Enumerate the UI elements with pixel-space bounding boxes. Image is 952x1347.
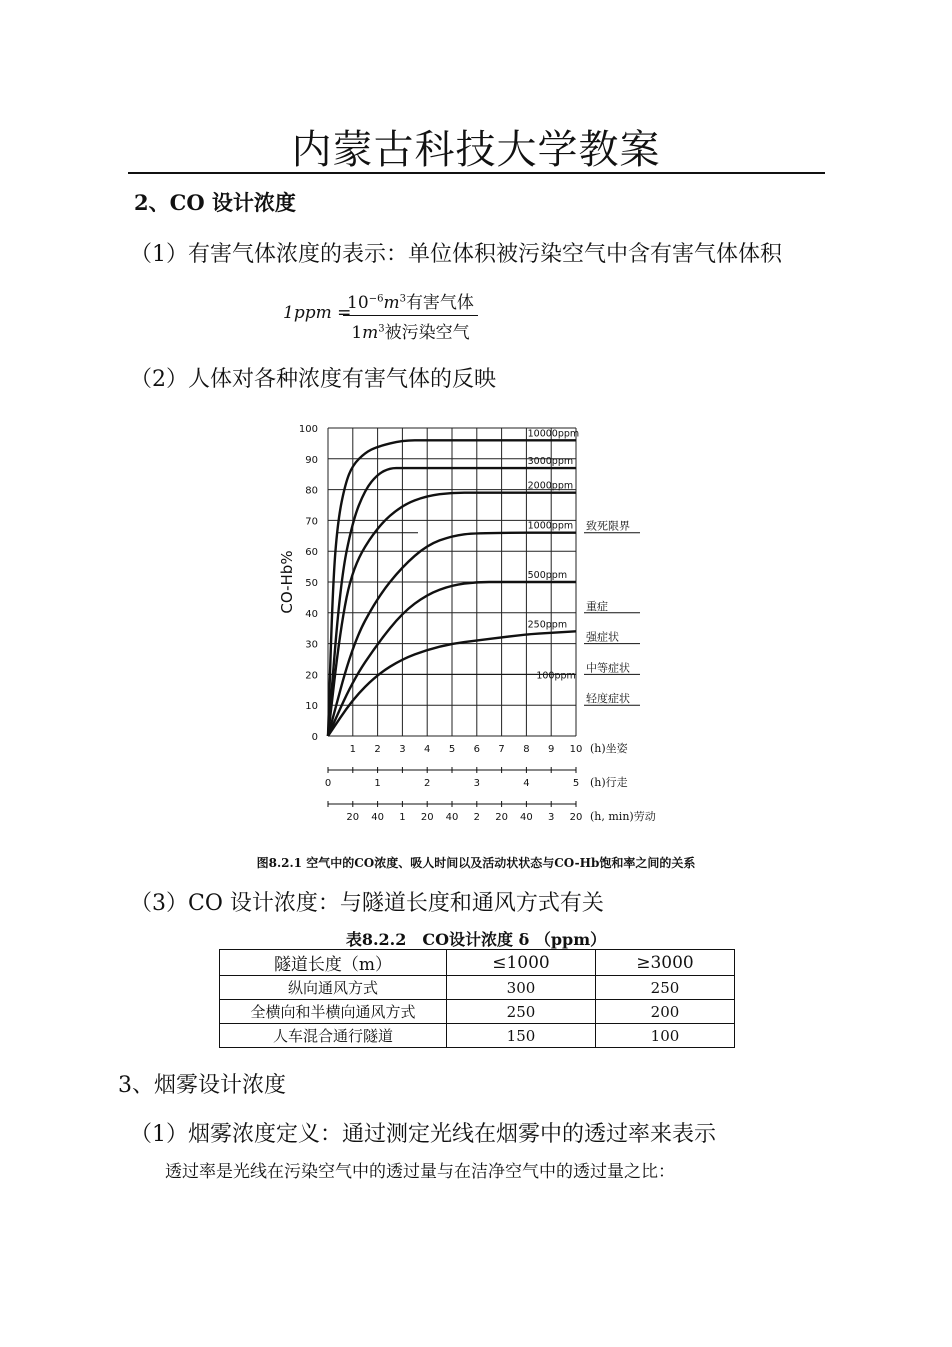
section-2-item-3: （3）CO 设计浓度：与隧道长度和通风方式有关 bbox=[130, 891, 604, 916]
x-tick-label: 5 bbox=[448, 744, 456, 755]
co-hb-chart-svg bbox=[270, 418, 690, 828]
series-label: 100ppm bbox=[536, 670, 576, 682]
table-cell: 200 bbox=[596, 1000, 735, 1024]
y-tick-label: 30 bbox=[305, 639, 318, 651]
table-row bbox=[220, 1024, 735, 1048]
table-cell: 100 bbox=[596, 1024, 735, 1048]
x-axis-label: (h)坐姿 bbox=[590, 742, 628, 755]
table-cell: 300 bbox=[447, 976, 596, 1000]
x-tick-label: 20 bbox=[346, 812, 360, 823]
annotation-label: 强症状 bbox=[586, 630, 619, 644]
formula-numerator: $10^{-6}m^3$有害气体 bbox=[347, 293, 474, 313]
table-cell: 150 bbox=[447, 1024, 596, 1048]
series-label: 1000ppm bbox=[527, 520, 574, 532]
y-tick-label: 20 bbox=[305, 670, 318, 682]
x-tick-label: 10 bbox=[569, 744, 583, 755]
table-title: 表8.2.2 CO设计浓度 δ （ppm） bbox=[345, 930, 607, 949]
x-tick-label: 1 bbox=[399, 812, 406, 823]
annotation-label: 致死限界 bbox=[586, 519, 630, 533]
table-row bbox=[220, 1000, 735, 1024]
figure-caption: 图8.2.1 空气中的CO浓度、吸人时间以及活动状状态与CO-Hb饱和率之间的关系 bbox=[256, 856, 696, 870]
page-title: 内蒙古科技大学教案 bbox=[291, 127, 661, 173]
x-tick-label: 20 bbox=[420, 812, 434, 823]
y-tick-label: 10 bbox=[305, 701, 318, 713]
series-label: 10000ppm bbox=[527, 428, 580, 440]
section-3-heading: 3、烟雾设计浓度 bbox=[118, 1073, 286, 1098]
y-tick-label: 70 bbox=[305, 516, 318, 528]
annotation-label: 中等症状 bbox=[586, 661, 630, 675]
section-3-item-1: （1）烟雾浓度定义：通过测定光线在烟雾中的透过率来表示 bbox=[130, 1122, 716, 1147]
series-label: 250ppm bbox=[527, 619, 568, 631]
x-tick-label: 9 bbox=[548, 744, 555, 755]
annotation-label: 重症 bbox=[586, 599, 608, 613]
series-label: 3000ppm bbox=[527, 456, 574, 468]
table-cell: 人车混合通行隧道 bbox=[220, 1024, 447, 1048]
header-cell: 隧道长度（m） bbox=[220, 950, 447, 976]
x-tick-label: 1 bbox=[374, 778, 381, 789]
series-label: 500ppm bbox=[527, 570, 568, 581]
co-design-table bbox=[219, 949, 735, 1048]
table-header-row bbox=[220, 950, 735, 976]
y-tick-label: 40 bbox=[305, 608, 318, 620]
fraction-bar bbox=[343, 315, 478, 316]
x-tick-label: 3 bbox=[548, 812, 555, 823]
x-tick-label: 8 bbox=[523, 744, 530, 755]
x-tick-label: 2 bbox=[424, 778, 431, 789]
x-tick-label: 4 bbox=[523, 778, 530, 789]
y-tick-label: 50 bbox=[305, 578, 318, 589]
x-tick-label: 20 bbox=[495, 812, 508, 823]
formula-denominator: $1m^3$被污染空气 bbox=[351, 323, 470, 343]
x-tick-label: 3 bbox=[473, 778, 480, 789]
x-tick-label: 1 bbox=[349, 744, 356, 755]
co-hb-chart bbox=[270, 418, 690, 828]
x-tick-label: 40 bbox=[445, 812, 459, 823]
y-tick-label: 60 bbox=[305, 547, 318, 559]
annotation-label: 轻度症状 bbox=[586, 692, 630, 706]
table-cell: 250 bbox=[447, 1000, 596, 1024]
table-cell: 250 bbox=[596, 976, 735, 1000]
x-axis-label: (h, min)劳动 bbox=[590, 810, 656, 823]
header-cell: ≥3000 bbox=[596, 950, 735, 976]
y-tick-label: 90 bbox=[305, 454, 318, 466]
section-2-item-1: （1）有害气体浓度的表示：单位体积被污染空气中含有害气体体积 bbox=[130, 242, 782, 267]
header-rule bbox=[128, 172, 825, 174]
x-tick-label: 40 bbox=[520, 812, 533, 823]
formula-lhs: 1ppm = bbox=[283, 303, 352, 323]
formula-fraction bbox=[343, 288, 478, 343]
x-tick-label: 0 bbox=[324, 778, 332, 789]
y-tick-label: 100 bbox=[298, 424, 318, 435]
x-tick-label: 2 bbox=[374, 744, 381, 755]
y-axis-label: CO-Hb% bbox=[278, 550, 296, 614]
x-tick-label: 7 bbox=[498, 744, 505, 755]
x-tick-label: 20 bbox=[569, 812, 583, 823]
x-axis-label: (h)行走 bbox=[590, 776, 628, 789]
x-tick-label: 4 bbox=[424, 744, 431, 755]
x-tick-label: 6 bbox=[473, 744, 480, 755]
table-cell: 纵向通风方式 bbox=[220, 976, 447, 1000]
table-row bbox=[220, 976, 735, 1000]
section-2-item-2: （2）人体对各种浓度有害气体的反映 bbox=[130, 367, 496, 392]
x-tick-label: 5 bbox=[572, 778, 580, 789]
table-cell: 全横向和半横向通风方式 bbox=[220, 1000, 447, 1024]
y-tick-label: 80 bbox=[305, 485, 318, 497]
series-label: 2000ppm bbox=[527, 480, 574, 492]
y-tick-label: 0 bbox=[311, 732, 318, 743]
section-3-note: 透过率是光线在污染空气中的透过量与在洁净空气中的透过量之比： bbox=[165, 1162, 675, 1182]
x-tick-label: 3 bbox=[399, 744, 406, 755]
section-2-heading: 2、CO 设计浓度 bbox=[134, 190, 296, 215]
x-tick-label: 40 bbox=[371, 812, 384, 823]
x-tick-label: 2 bbox=[473, 812, 480, 823]
header-cell: ≤1000 bbox=[447, 950, 596, 976]
